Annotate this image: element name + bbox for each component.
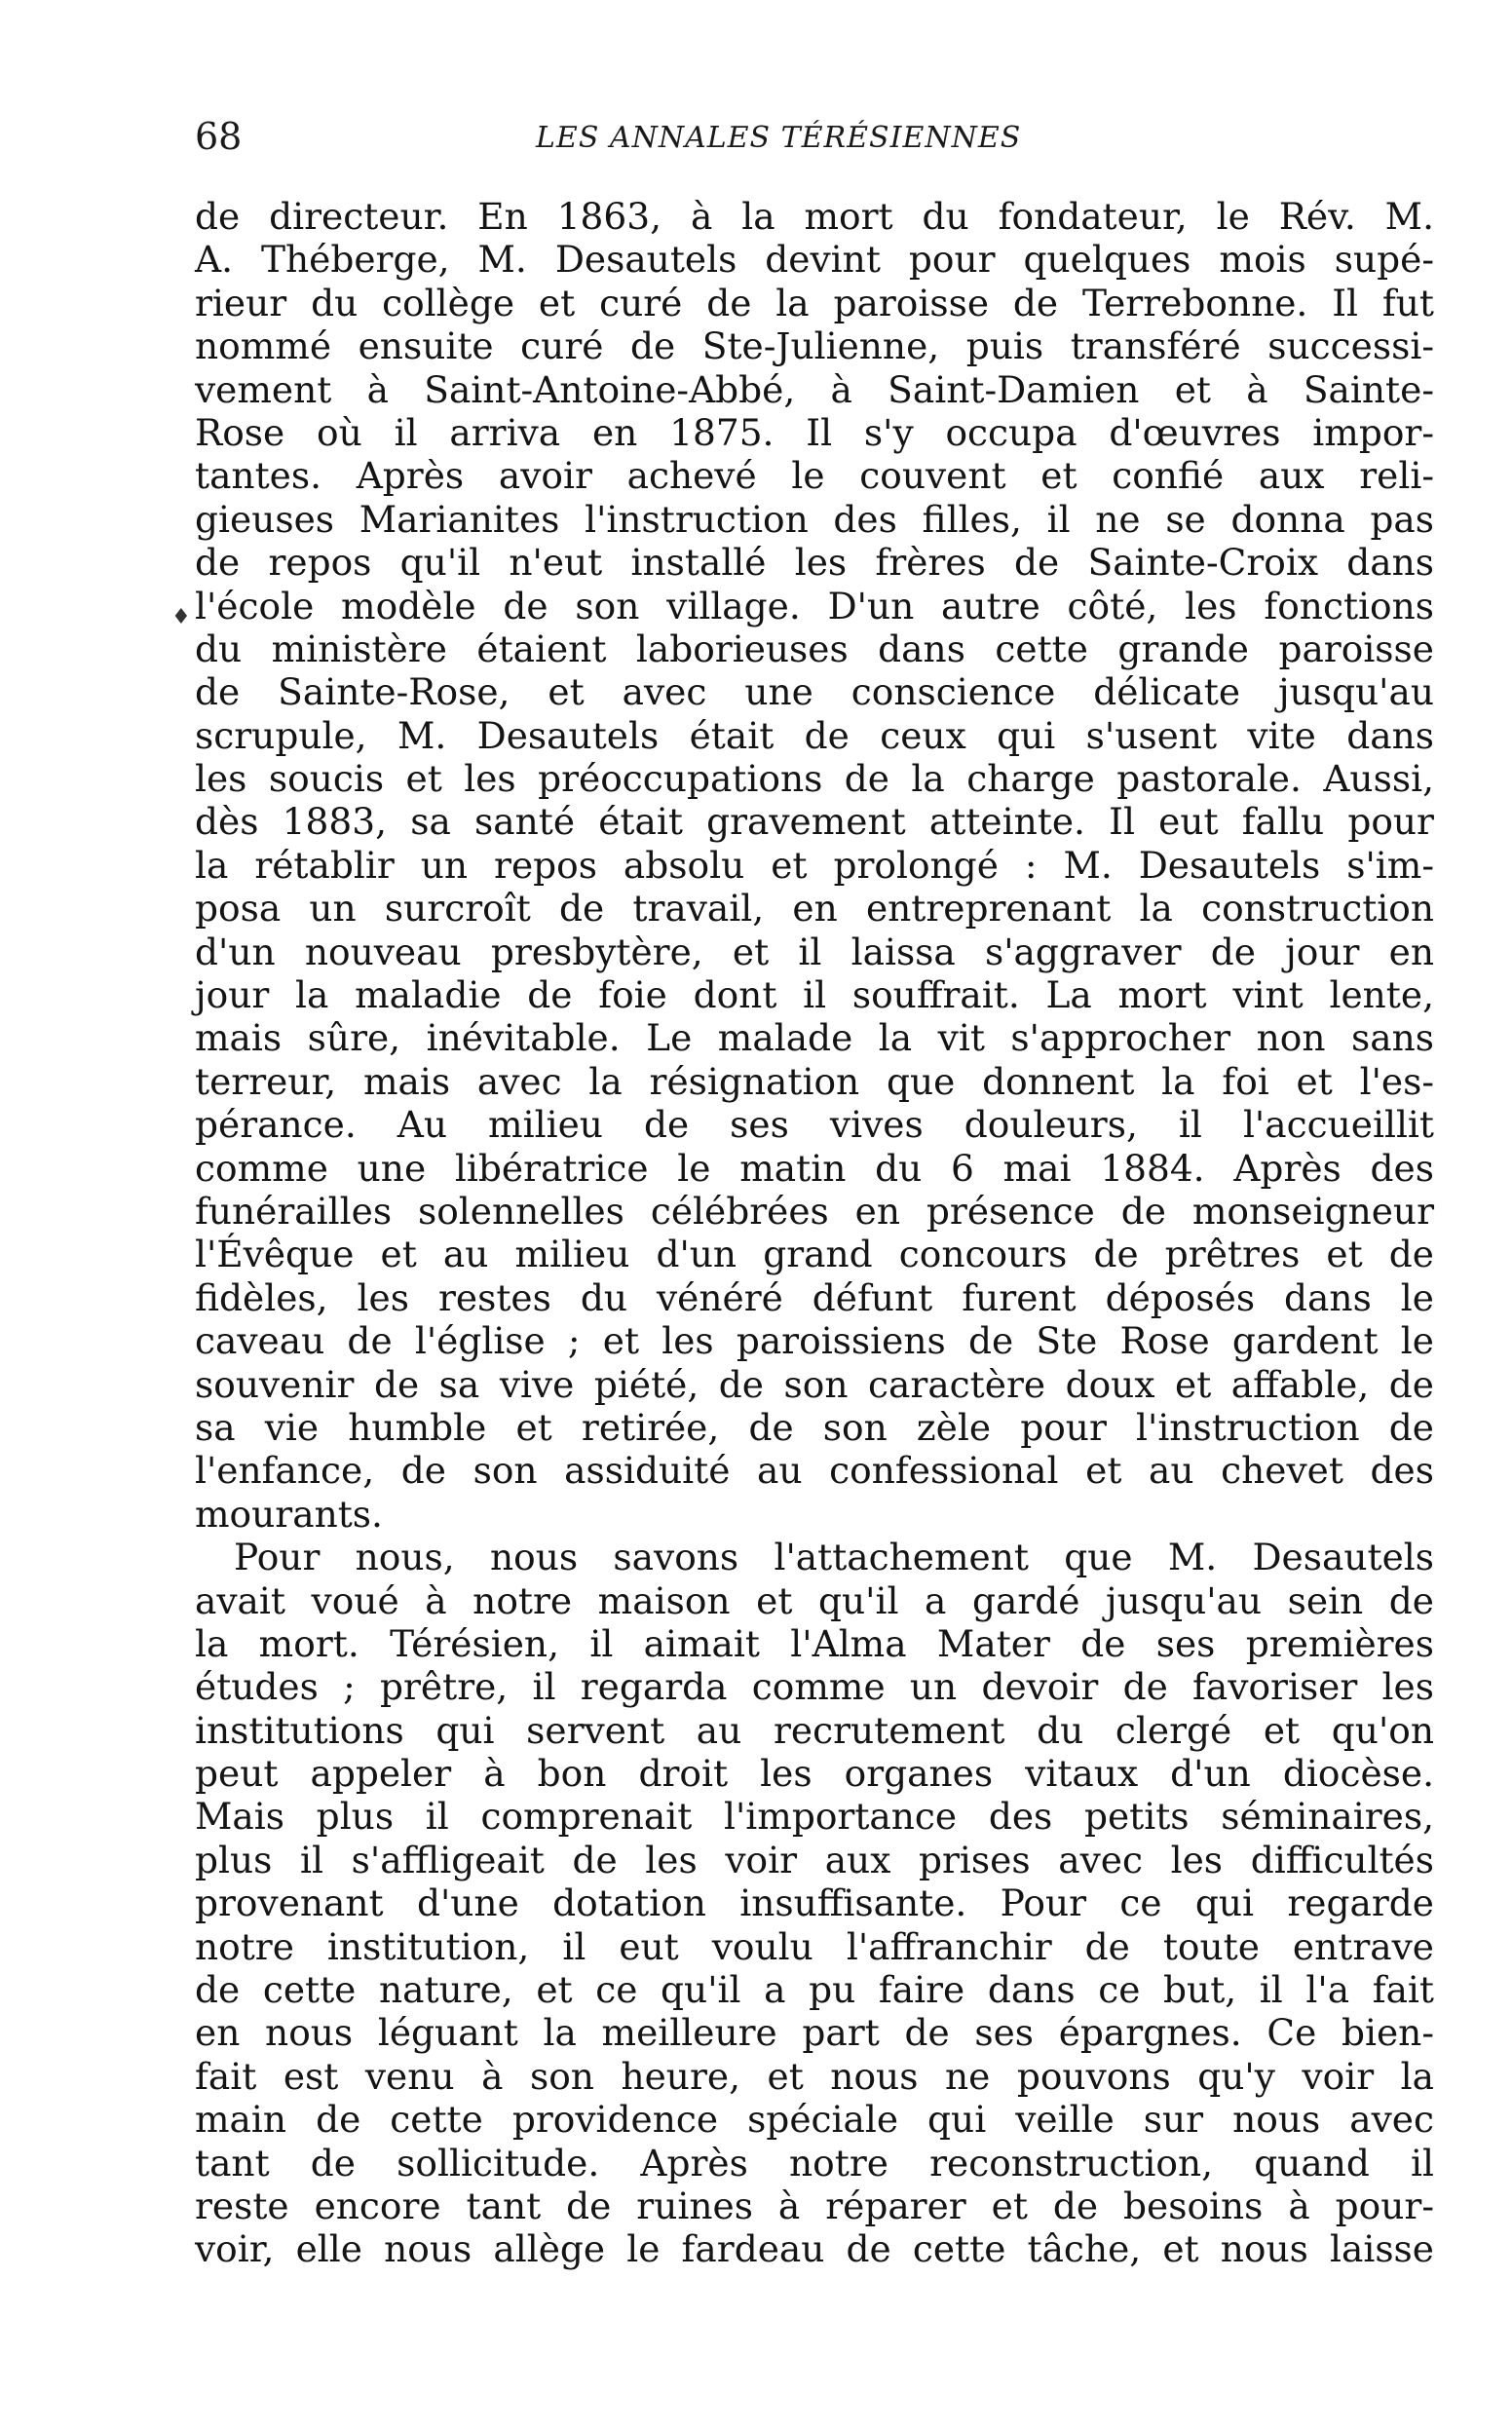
text-line: en nous léguant la meilleure part de ses épargnes. Ce bien-	[195, 2011, 1434, 2055]
body-text	[195, 195, 1434, 2271]
text-line: institutions qui servent au recrutement du clergé et qu'on	[195, 1708, 1434, 1752]
text-line: tantes. Après avoir achevé le couvent et confié aux reli-	[195, 454, 1434, 498]
text-line: comme une libératrice le matin du 6 mai 1884. Après des	[195, 1146, 1434, 1190]
text-line: jour la maladie de foie dont il souffrait. La mort vint lente,	[195, 973, 1434, 1017]
text-line: voir, elle nous allège le fardeau de cette tâche, et nous laisse	[195, 2227, 1434, 2271]
text-line: fait est venu à son heure, et nous ne pouvons qu'y voir la	[195, 2054, 1434, 2098]
text-line: de repos qu'il n'eut installé les frères de Sainte-Croix dans	[195, 541, 1434, 585]
page-number: 68	[195, 115, 243, 158]
text-line: études ; prêtre, il regarda comme un devoir de favoriser les	[195, 1665, 1434, 1709]
text-line: funérailles solennelles célébrées en présence de monseigneur	[195, 1189, 1434, 1233]
text-line: tant de sollicitude. Après notre reconstruction, quand il	[195, 2141, 1434, 2184]
text-line: souvenir de sa vive piété, de son caractère doux et affable, de	[195, 1362, 1434, 1406]
text-line: l'Évêque et au milieu d'un grand concours de prêtres et de	[195, 1233, 1434, 1276]
text-line: Mais plus il comprenait l'importance des petits séminaires,	[195, 1795, 1434, 1839]
text-line: les soucis et les préoccupations de la charge pastorale. Aussi,	[195, 757, 1434, 801]
text-line: caveau de l'église ; et les paroissiens de Ste Rose gardent le	[195, 1319, 1434, 1363]
text-line: scrupule, M. Desautels était de ceux qui s'usent vite dans	[195, 713, 1434, 757]
text-line: main de cette providence spéciale qui veille sur nous avec	[195, 2098, 1434, 2142]
text-line: de directeur. En 1863, à la mort du fondateur, le Rév. M.	[195, 195, 1434, 238]
text-line: Rose où il arriva en 1875. Il s'y occupa d'œuvres impor-	[195, 410, 1434, 454]
text-line: de cette nature, et ce qu'il a pu faire dans ce but, il l'a fait	[195, 1968, 1434, 2012]
text-line: rieur du collège et curé de la paroisse de Terrebonne. Il fut	[195, 281, 1434, 324]
text-line: Pour nous, nous savons l'attachement que M. Desautels	[234, 1536, 1434, 1579]
text-line: vement à Saint-Antoine-Abbé, à Saint-Damien et à Sainte-	[195, 367, 1434, 411]
text-line: mourants.	[195, 1492, 383, 1536]
text-line: peut appeler à bon droit les organes vitaux d'un diocèse.	[195, 1752, 1434, 1796]
text-line: gieuses Marianites l'instruction des filles, il ne se donna pas	[195, 497, 1434, 541]
text-line: mais sûre, inévitable. Le malade la vit s'approcher non sans	[195, 1016, 1434, 1060]
text-line: la mort. Térésien, il aimait l'Alma Mater de ses premières	[195, 1621, 1434, 1665]
text-line: du ministère étaient laborieuses dans cette grande paroisse	[195, 627, 1434, 670]
page-header	[195, 115, 1432, 164]
text-line: d'un nouveau presbytère, et il laissa s'aggraver de jour en	[195, 930, 1434, 973]
text-line: notre institution, il eut voulu l'affranchir de toute entrave	[195, 1924, 1434, 1968]
text-line: de Sainte-Rose, et avec une conscience délicate jusqu'au	[195, 670, 1434, 714]
text-line: avait voué à notre maison et qu'il a gardé jusqu'au sein de	[195, 1578, 1434, 1622]
text-line: pérance. Au milieu de ses vives douleurs, il l'accueillit	[195, 1103, 1434, 1147]
margin-ornament: ♦	[171, 605, 191, 629]
text-line: dès 1883, sa santé était gravement atteinte. Il eut fallu pour	[195, 800, 1434, 844]
text-line: l'enfance, de son assiduité au confessional et au chevet des	[195, 1449, 1434, 1493]
text-line: terreur, mais avec la résignation que donnent la foi et l'es-	[195, 1059, 1434, 1103]
text-line: plus il s'affligeait de les voir aux prises avec les difficultés	[195, 1838, 1434, 1881]
text-line: l'école modèle de son village. D'un autre côté, les fonctions	[195, 584, 1434, 627]
text-line: A. Théberge, M. Desautels devint pour quelques mois supé-	[195, 238, 1434, 282]
text-line: reste encore tant de ruines à réparer et de besoins à pour-	[195, 2184, 1434, 2227]
text-line: posa un surcroît de travail, en entreprenant la construction	[195, 887, 1434, 931]
text-line: provenant d'une dotation insuffisante. Pour ce qui regarde	[195, 1881, 1434, 1925]
text-line: fidèles, les restes du vénéré défunt furent déposés dans le	[195, 1275, 1434, 1319]
text-line: sa vie humble et retirée, de son zèle pour l'instruction de	[195, 1405, 1434, 1449]
text-line: nommé ensuite curé de Ste-Julienne, puis transféré successi-	[195, 324, 1434, 368]
text-line: la rétablir un repos absolu et prolongé : M. Desautels s'im-	[195, 843, 1434, 887]
running-title: LES ANNALES TÉRÉSIENNES	[536, 121, 1022, 155]
